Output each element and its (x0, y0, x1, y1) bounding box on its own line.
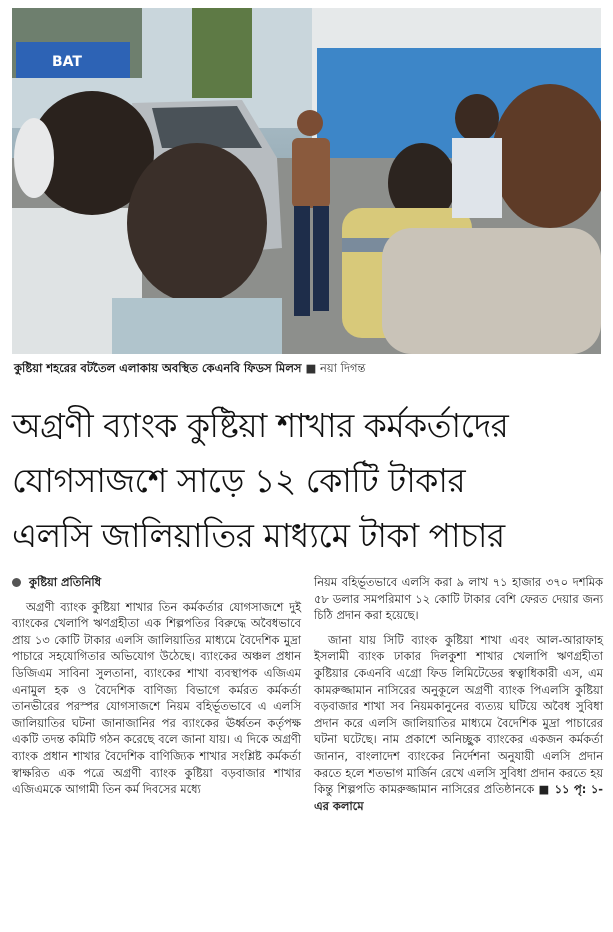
signboard-text: BAT (52, 54, 82, 70)
bullet-dot-icon (12, 578, 21, 587)
news-photo (12, 8, 601, 354)
byline-text: কুষ্টিয়া প্রতিনিধি (29, 575, 102, 589)
paragraph (314, 632, 603, 815)
continued-jump: ■ ১১ পৃ: ১-এর কলামে (314, 782, 603, 813)
article-column-2 (314, 574, 603, 814)
photo-caption (14, 360, 604, 382)
paragraph-text: জানা যায় সিটি ব্যাংক কুষ্টিয়া শাখা এবং আল-আরাফাহ ইসলামী ব্যাংক ঢাকার দিলকুশা শাখার খেলাপি ঋণগ্রহীতা কুষ্টিয়ার কেএনবি এগ্রো ফিড লিমিটেডের স্বত্বাধিকারী এস, এম কামরুজ্জামান নাসিরের অনুকূলে অগ্রণী ব্যাংক পিএলসি কুষ্টিয়া বড়বাজার শাখা সব নিয়মকানুনের ব্যত্যয় ঘটিয়ে অবৈধ সুবিধা প্রদান করে এলসি জালিয়াতির মাধ্যমে বৈদেশিক মুদ্রা পাচারের ঘটনা ঘটেছে। নাম প্রকাশে অনিচ্ছুক ব্যাংকের একজন কর্মকর্তা জানান, বাংলাদেশ ব্যাংকের নির্দেশনা অনুযায়ী এলসি প্রদান করতে হলে শতভাগ মার্জিন রেখে এলসি সুবিধা প্রদান করতে হয় কিন্তু শিল্পপতি কামরুজ্জামান নাসিরের প্রতিষ্ঠানকে (314, 632, 603, 797)
caption-text: কুষ্টিয়া শহরের বটতৈল এলাকায় অবস্থিত কেএনবি ফিডস মিলস (14, 361, 302, 375)
paragraph: নিয়ম বহির্ভূতভাবে এলসি করা ৯ লাখ ৭১ হাজার ৩৭০ দশমিক ৫৮ ডলার সমপরিমাণ ১২ কোটি টাকার বেশি ফেরত দেয়ার জন্য চিঠি প্রদান করা হয়েছে। (314, 575, 603, 623)
headline-line-3: এলসি জালিয়াতির মাধ্যমে টাকা পাচার (12, 516, 505, 555)
caption-source: ■ নয়া দিগন্ত (305, 361, 366, 375)
byline (12, 574, 301, 591)
headline-line-2: যোগসাজশে সাড়ে ১২ কোটি টাকার (12, 461, 466, 500)
news-photo-illustration (12, 8, 601, 354)
article-column-1 (12, 574, 301, 798)
headline (12, 398, 604, 563)
paragraph: অগ্রণী ব্যাংক কুষ্টিয়া শাখার তিন কর্মকর্তার যোগসাজশে দুই ব্যাংকের খেলাপি ঋণগ্রহীতা এক শিল্পপতির বিরুদ্ধে অবৈধভাবে প্রায় ১৩ কোটি টাকার এলসি জালিয়াতির মাধ্যমে বৈদেশিক মুদ্রা পাচারে সহযোগিতার অভিযোগ উঠেছে। ব্যাংকের অঞ্চল প্রধান ডিজিএম সাবিনা সুলতানা, ব্যাংকের শাখা ব্যবস্থাপক এজিএম এনামুল হক ও বৈদেশিক বাণিজ্য বিভাগে কর্মরত কর্মকর্তা তানভীরের পরস্পর যোগসাজশে নিয়ম বহির্ভূতভাবে এ এলসি জালিয়াতির ঘটনা জানাজানির পর ব্যাংকের ঊর্ধ্বতন কর্তৃপক্ষ একটি তদন্ত কমিটি গঠন করেছে বলে জানা যায়। এ দিকে অগ্রণী ব্যাংক প্রধান শাখার বৈদেশিক বাণিজ্যিক শাখার সংশ্লিষ্ট কর্মকর্তা স্বাক্ষরিত এক পত্রে অগ্রণী ব্যাংক কুষ্টিয়া বড়বাজার শাখার এজিএমকে আগামী তিন কর্ম দিবসের মধ্যে (12, 599, 301, 797)
headline-line-1: অগ্রণী ব্যাংক কুষ্টিয়া শাখার কর্মকর্তাদের (12, 406, 509, 445)
